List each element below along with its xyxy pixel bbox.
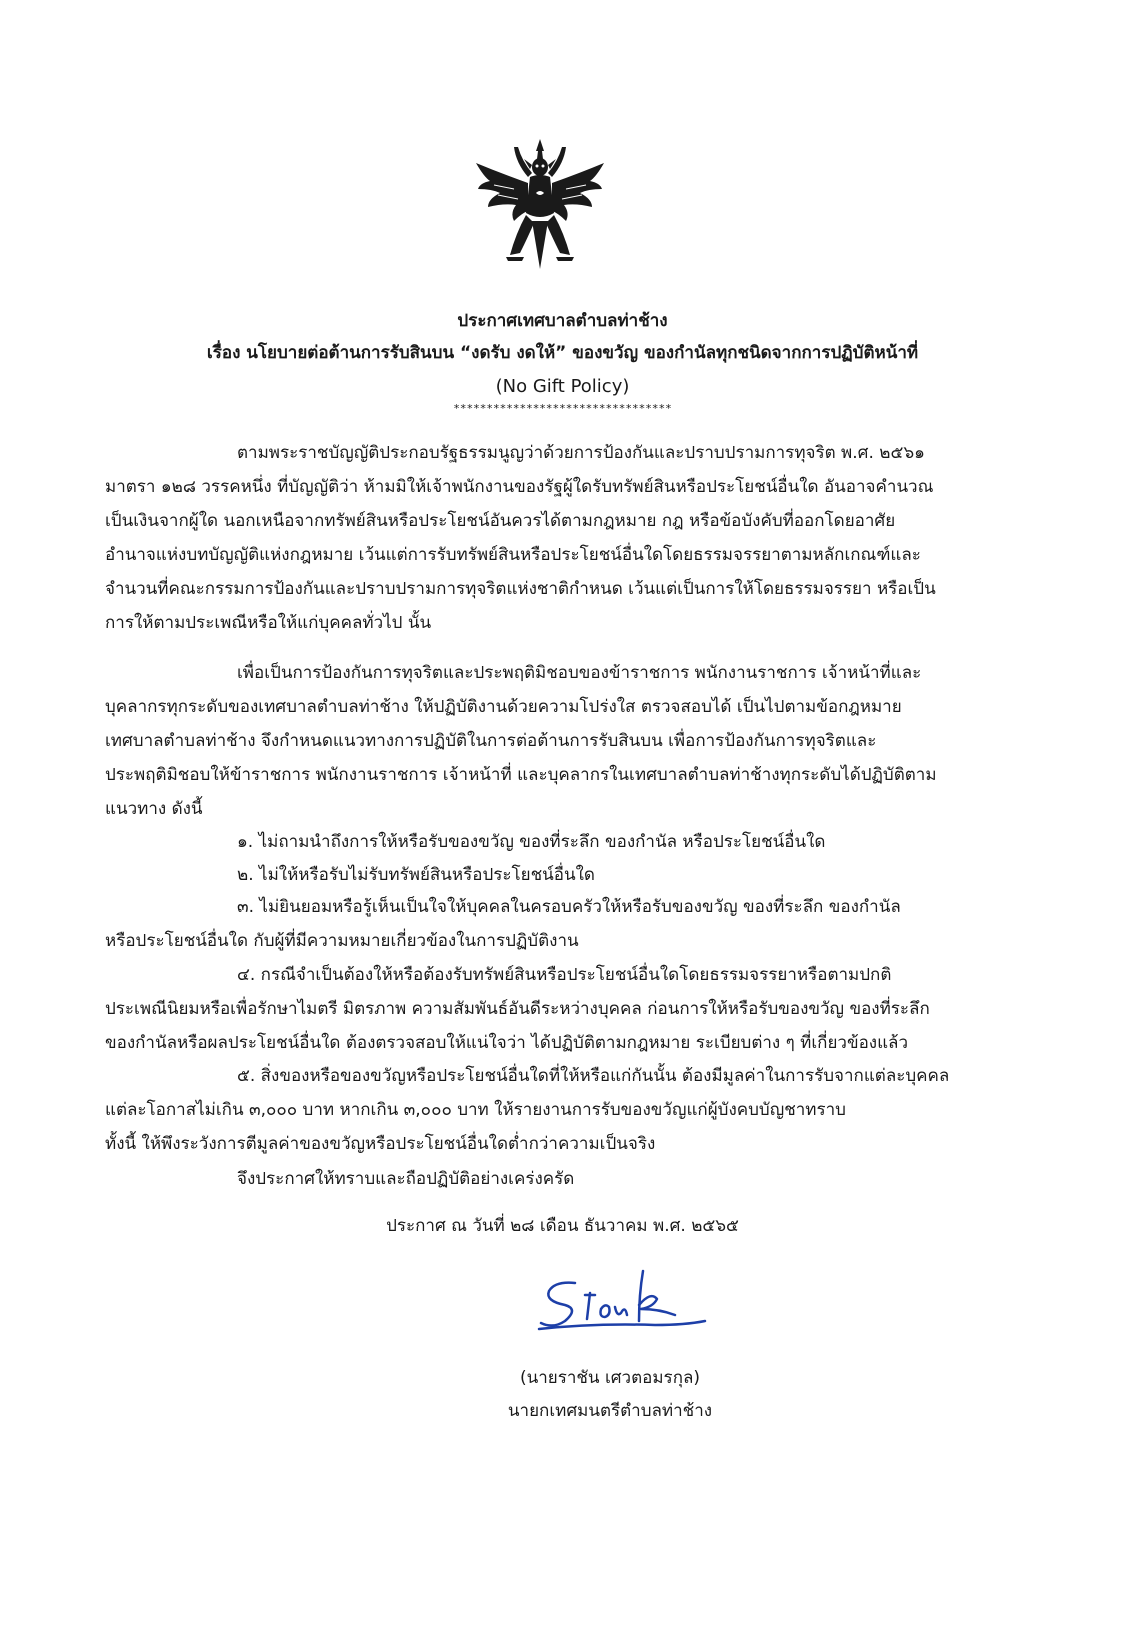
announcement-subject: เรื่อง นโยบายต่อต้านการรับสินบน “งดรับ งดให้” ของขวัญ ของกำนัลทุกชนิดจากการปฏิบัติหน้าที่ (206, 343, 919, 363)
paragraph-line: การให้ตามประเพณีหรือให้แก่บุคคลทั่วไป นั้น (105, 613, 432, 633)
policy-item-5 (105, 1059, 1020, 1161)
paragraph-line: อำนาจแห่งบทบัญญัติแห่งกฎหมาย เว้นแต่การรับทรัพย์สินหรือประโยชน์อื่นใดโดยธรรมจรรยาตามหลักเกณฑ์และ (105, 545, 921, 565)
announcement-title: ประกาศเทศบาลตำบลท่าช้าง (457, 311, 668, 331)
signer-name: (นายราชัน เศวตอมรกุล) (519, 1368, 701, 1388)
paragraph-line: เป็นเงินจากผู้ใด นอกเหนือจากทรัพย์สินหรือประโยชน์อันควรได้ตามกฎหมาย กฎ หรือข้อบังคับที่ออกโดยอาศัย (105, 511, 896, 531)
signer-position: นายกเทศมนตรีตำบลท่าช้าง (507, 1401, 713, 1421)
announcement-date: ประกาศ ณ วันที่ ๒๘ เดือน ธันวาคม พ.ศ. ๒๕๖๕ (386, 1216, 739, 1236)
policy-item-1 (105, 825, 1020, 859)
policy-item-line: ทั้งนี้ ให้พึงระวังการตีมูลค่าของขวัญหรือประโยชน์อื่นใดต่ำกว่าความเป็นจริง (105, 1134, 656, 1154)
closing-statement: จึงประกาศให้ทราบและถือปฏิบัติอย่างเคร่งครัด (237, 1169, 575, 1189)
policy-item-3 (105, 890, 1020, 958)
policy-item-line: ของกำนัลหรือผลประโยชน์อื่นใด ต้องตรวจสอบให้แน่ใจว่า ได้ปฏิบัติตามกฎหมาย ระเบียบต่าง ๆ ที่เกี่ยวข้องแล้ว (105, 1033, 909, 1053)
policy-item-line: ประเพณีนิยมหรือเพื่อรักษาไมตรี มิตรภาพ ความสัมพันธ์อันดีระหว่างบุคคล ก่อนการให้หรือรับของขวัญ ของที่ระลึก (105, 999, 930, 1019)
paragraph-line: แนวทาง ดังนี้ (105, 799, 203, 819)
paragraph-purpose (105, 656, 1020, 826)
policy-item-line: หรือประโยชน์อื่นใด กับผู้ที่มีความหมายเกี่ยวข้องในการปฏิบัติงาน (105, 931, 579, 951)
paragraph-line: เพื่อเป็นการป้องกันการทุจริตและประพฤติมิชอบของข้าราชการ พนักงานราชการ เจ้าหน้าที่และ (237, 663, 922, 683)
separator-line: ********************************* (453, 402, 672, 415)
policy-item-line: ๕. สิ่งของหรือของขวัญหรือประโยชน์อื่นใดที่ให้หรือแก่กันนั้น ต้องมีมูลค่าในการรับจากแต่ละบุคคล (237, 1066, 950, 1086)
announcement-subtitle: (No Gift Policy) (495, 376, 630, 397)
policy-item-line: ๓. ไม่ยินยอมหรือรู้เห็นเป็นใจให้บุคคลในครอบครัวให้หรือรับของขวัญ ของที่ระลึก ของกำนัล (237, 897, 901, 917)
paragraph-line: ตามพระราชบัญญัติประกอบรัฐธรรมนูญว่าด้วยการป้องกันและปราบปรามการทุจริต พ.ศ. ๒๕๖๑ (237, 443, 925, 463)
paragraph-line: เทศบาลตำบลท่าช้าง จึงกำหนดแนวทางการปฏิบัติในการต่อต้านการรับสินบน เพื่อการป้องกันการทุจริตและ (105, 731, 877, 751)
policy-item-line: ๑. ไม่ถามนำถึงการให้หรือรับของขวัญ ของที่ระลึก ของกำนัล หรือประโยชน์อื่นใด (237, 832, 826, 852)
paragraph-line: บุคลากรทุกระดับของเทศบาลตำบลท่าช้าง ให้ปฏิบัติงานด้วยความโปร่งใส ตรวจสอบได้ เป็นไปตามข้อกฎหมาย (105, 697, 902, 717)
paragraph-legal-basis (105, 436, 1020, 640)
policy-item-line: ๔. กรณีจำเป็นต้องให้หรือต้องรับทรัพย์สินหรือประโยชน์อื่นใดโดยธรรมจรรยาหรือตามปกติ (237, 965, 892, 985)
policy-item-2 (105, 858, 1020, 892)
policy-item-line: แต่ละโอกาสไม่เกิน ๓,๐๐๐ บาท หากเกิน ๓,๐๐๐ บาท ให้รายงานการรับของขวัญแก่ผู้บังคบบัญชาทราบ (105, 1100, 846, 1120)
signature-icon (535, 1265, 715, 1349)
paragraph-line: ประพฤติมิชอบให้ข้าราชการ พนักงานราชการ เจ้าหน้าที่ และบุคลากรในเทศบาลตำบลท่าช้างทุกระดับได้ปฏิบัติตาม (105, 765, 937, 785)
policy-item-line: ๒. ไม่ให้หรือรับไม่รับทรัพย์สินหรือประโยชน์อื่นใด (237, 865, 595, 885)
paragraph-line: มาตรา ๑๒๘ วรรคหนึ่ง ที่บัญญัติว่า ห้ามมิให้เจ้าพนักงานของรัฐผู้ใดรับทรัพย์สินหรือประโยชน์อื่นใด อันอาจคำนวณ (105, 477, 934, 497)
paragraph-line: จำนวนที่คณะกรรมการป้องกันและปราบปรามการทุจริตแห่งชาติกำหนด เว้นแต่เป็นการให้โดยธรรมจรรยา หรือเป็น (105, 579, 936, 599)
garuda-emblem-icon (470, 133, 610, 273)
policy-item-4 (105, 958, 1020, 1060)
